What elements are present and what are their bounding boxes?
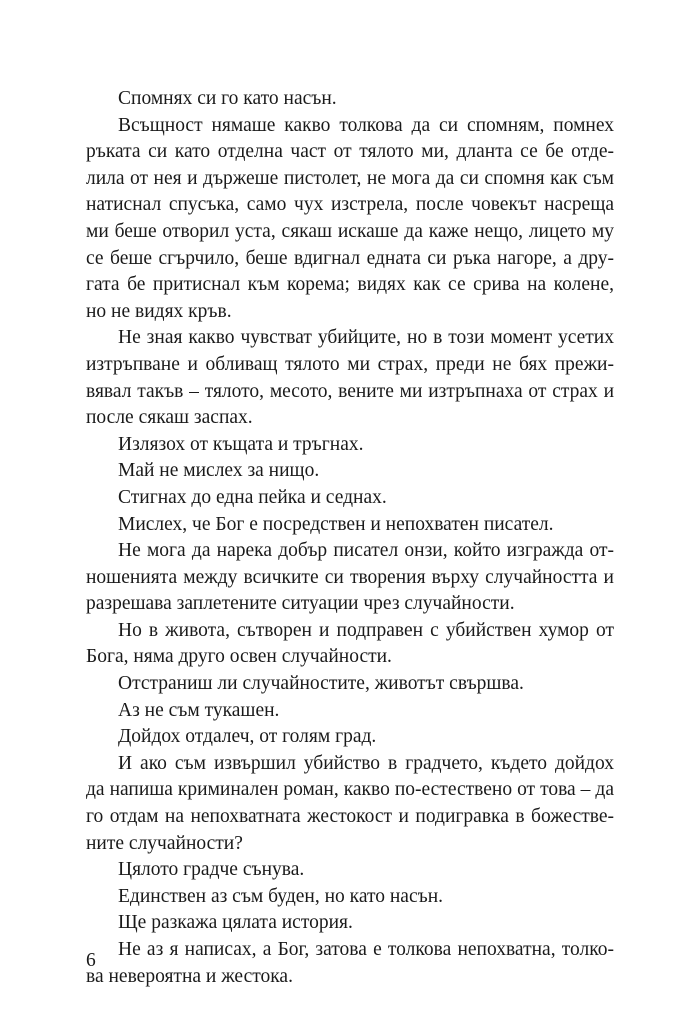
paragraph xyxy=(86,937,614,990)
text-line: Излязох от къщата и тръгнах. xyxy=(118,433,364,455)
text-line: ръката си като отделна част от тялото ми, дланта се бе отде- xyxy=(86,141,614,163)
text-line: гата бе притиснал към корема; видях как се срива на колене, xyxy=(86,274,614,296)
paragraph xyxy=(86,86,614,113)
text-line: Май не мислех за нищо. xyxy=(118,460,320,482)
paragraph xyxy=(86,698,614,725)
paragraph xyxy=(86,458,614,485)
text-line: но не видях кръв. xyxy=(86,300,232,322)
paragraph xyxy=(86,432,614,459)
text-line: Аз не съм тукашен. xyxy=(118,699,280,721)
text-line: разрешава заплетените ситуации чрез случайности. xyxy=(86,593,515,615)
paragraph xyxy=(86,325,614,431)
text-line: И ако съм извършил убийство в градчето, където дойдох xyxy=(118,752,614,774)
paragraph xyxy=(86,512,614,539)
text-line: се беше сгърчило, беше вдигнал едната си ръка нагоре, а дру- xyxy=(86,247,614,269)
text-line: Мислех, че Бог е посредствен и непохватен писател. xyxy=(118,513,554,535)
text-line: Спомнях си го като насън. xyxy=(118,88,337,109)
text-line: ните случайности? xyxy=(86,832,243,854)
text-line: Ще разкажа цялата история. xyxy=(118,912,353,934)
page-body-text xyxy=(86,86,614,990)
page-number: 6 xyxy=(86,950,96,971)
text-line: Бога, няма друго освен случайности. xyxy=(86,646,392,668)
paragraph xyxy=(86,751,614,857)
paragraph xyxy=(86,538,614,618)
paragraph xyxy=(86,884,614,911)
text-line: го отдам на непохватната жестокост и подигравка в божестве- xyxy=(86,806,614,828)
paragraph xyxy=(86,857,614,884)
text-line: Цялото градче сънува. xyxy=(118,859,305,881)
paragraph xyxy=(86,485,614,512)
text-line: Не зная какво чувстват убийците, но в този момент усетих xyxy=(118,327,614,349)
text-line: лила от нея и държеше пистолет, не мога да си спомня как съм xyxy=(86,167,614,189)
text-line: изтръпване и обливащ тялото ми страх, преди не бях прежи- xyxy=(86,353,614,375)
paragraph xyxy=(86,724,614,751)
text-line: Отстраниш ли случайностите, животът свършва. xyxy=(118,673,524,695)
text-line: вявал такъв – тялото, месото, вените ми изтръпнаха от страх и xyxy=(86,380,614,402)
paragraph xyxy=(86,618,614,671)
text-line: после сякаш заспах. xyxy=(86,407,253,429)
text-line: Но в живота, сътворен и подправен с убийствен хумор от xyxy=(118,619,614,641)
text-line: ва невероятна и жестока. xyxy=(86,965,293,987)
text-line: ношенията между всичките си творения върху случайността и xyxy=(86,566,614,588)
paragraph xyxy=(86,113,614,326)
text-line: Не аз я написах, а Бог, затова е толкова непохватна, толко- xyxy=(118,939,614,960)
text-line: Всъщност нямаше какво толкова да си спомням, помнех xyxy=(118,114,614,136)
text-line: натиснал спусъка, само чух изстрела, после човекът насреща xyxy=(86,194,614,216)
text-line: Единствен аз съм буден, но като насън. xyxy=(118,885,444,907)
text-line: Стигнах до една пейка и седнах. xyxy=(118,486,387,508)
text-line: Дойдох отдалеч, от голям град. xyxy=(118,726,377,748)
text-line: Не мога да нарека добър писател онзи, който изгражда от- xyxy=(118,540,614,562)
text-line: да напиша криминален роман, какво по-естествено от това – да xyxy=(86,779,614,801)
text-line: ми беше отворил уста, сякаш искаше да каже нещо, лицето му xyxy=(86,220,614,242)
paragraph xyxy=(86,910,614,937)
paragraph xyxy=(86,671,614,698)
